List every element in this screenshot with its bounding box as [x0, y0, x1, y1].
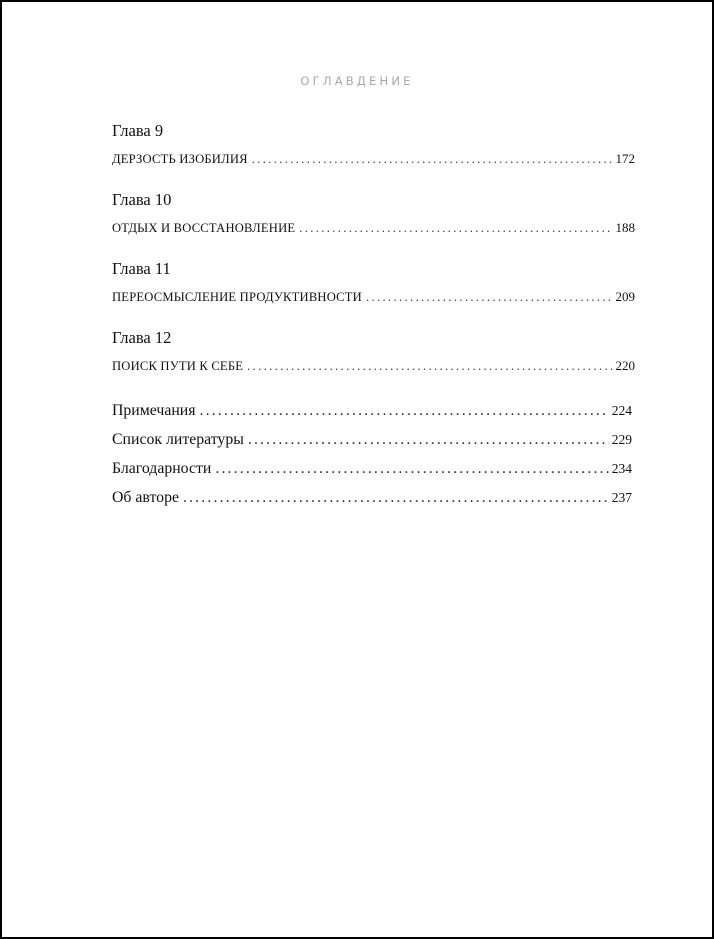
toc-entry	[112, 454, 632, 483]
chapter-label: Глава 10	[112, 190, 172, 209]
chapter-label: Глава 11	[112, 259, 171, 278]
entry-page-number: 209	[615, 289, 635, 304]
toc-chapter-10	[112, 189, 635, 237]
toc-chapter-11	[112, 258, 635, 306]
entry-title: Благодарности	[112, 460, 212, 477]
page-title: ОГЛАВДЕНИЕ	[300, 74, 414, 88]
entry-title: ОТДЫХ И ВОССТАНОВЛЕНИЕ	[112, 221, 296, 235]
entry-page-number: 237	[611, 490, 632, 505]
entry-title: ПЕРЕОСМЫСЛЕНИЕ ПРОДУКТИВНОСТИ	[112, 290, 362, 304]
entry-title: ПОИСК ПУТИ К СЕБЕ	[112, 359, 244, 373]
toc-entry	[112, 357, 635, 375]
dot-leader	[248, 425, 609, 454]
entry-page-number: 220	[615, 358, 635, 373]
dot-leader	[183, 483, 609, 512]
entry-page-number: 172	[615, 151, 635, 166]
toc-entry	[112, 425, 632, 454]
toc-entry	[112, 288, 635, 306]
dot-leader	[247, 357, 612, 375]
entry-page-number: 188	[615, 220, 635, 235]
dot-leader	[366, 288, 613, 306]
table-of-contents	[112, 120, 635, 512]
toc-entry	[112, 483, 632, 512]
entry-title: Список литературы	[112, 431, 244, 448]
entry-title: Об авторе	[112, 489, 179, 506]
toc-chapter-9	[112, 120, 635, 168]
toc-chapter-12	[112, 327, 635, 375]
entry-page-number: 224	[611, 403, 632, 418]
entry-page-number: 229	[611, 432, 632, 447]
toc-entry	[112, 219, 635, 237]
dot-leader	[299, 219, 612, 237]
dot-leader	[252, 150, 613, 168]
entry-title: ДЕРЗОСТЬ ИЗОБИЛИЯ	[112, 152, 248, 166]
toc-entry	[112, 396, 632, 425]
entry-page-number: 234	[611, 461, 632, 476]
toc-entry	[112, 150, 635, 168]
dot-leader	[200, 396, 609, 425]
toc-backmatter	[112, 396, 632, 512]
chapter-label: Глава 9	[112, 121, 164, 140]
chapter-label: Глава 12	[112, 328, 172, 347]
dot-leader	[215, 454, 608, 483]
entry-title: Примечания	[112, 402, 196, 419]
